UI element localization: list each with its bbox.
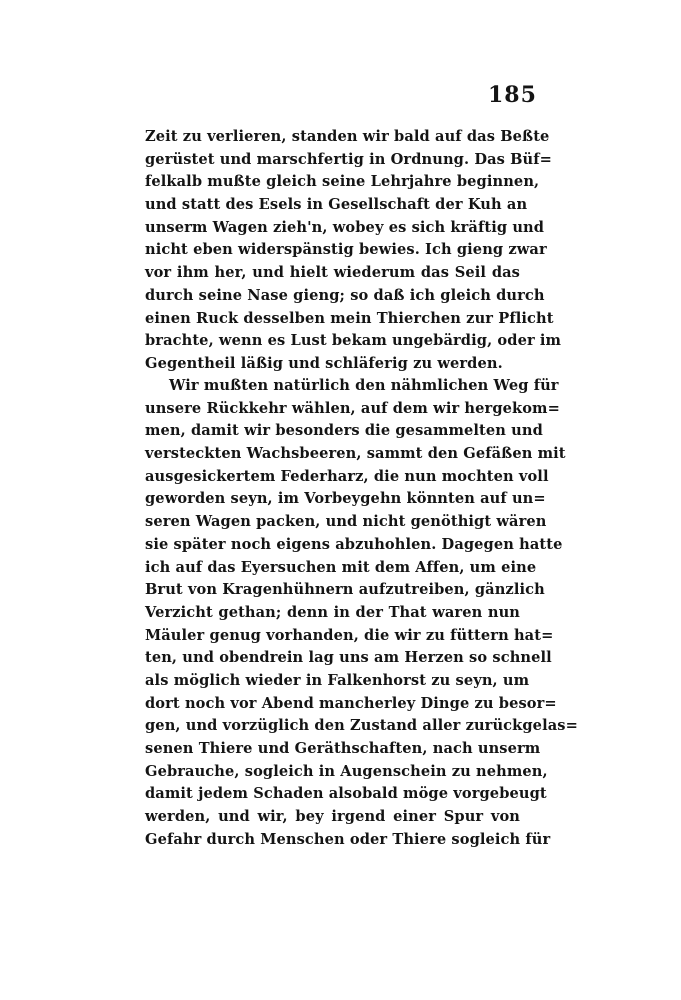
text-line: gen, und vorzüglich den Zustand aller zurückgelas= <box>145 717 578 735</box>
text-line: dort noch vor Abend mancherley Dinge zu besor= <box>145 694 557 712</box>
text-line: und statt des Esels in Gesellschaft der Kuh an <box>145 196 528 214</box>
text-line: Gefahr durch Menschen oder Thiere sogleich für <box>145 830 551 848</box>
paragraph-2 <box>145 375 578 851</box>
text-line: felkalb mußte gleich seine Lehrjahre beginnen, <box>145 173 540 191</box>
text-line: unsere Rückkehr wählen, auf dem wir hergekom= <box>145 399 560 417</box>
text-line: sie später noch eigens abzuhohlen. Dagegen hatte <box>145 535 563 553</box>
page-number: 185 <box>488 82 537 108</box>
text-line: Gebrauche, sogleich in Augenschein zu nehmen, <box>145 762 548 780</box>
text-line: Zeit zu verlieren, standen wir bald auf das Beßte <box>145 128 550 145</box>
text-line: gerüstet und marschfertig in Ordnung. Das Büf= <box>145 150 552 168</box>
text-line: als möglich wieder in Falkenhorst zu seyn, um <box>145 671 530 689</box>
text-line: seren Wagen packen, und nicht genöthigt wären <box>145 513 547 531</box>
text-line: Brut von Kragenhühnern aufzutreiben, gänzlich <box>145 581 545 599</box>
text-line: unserm Wagen zieh'n, wobey es sich kräftig und <box>145 218 545 236</box>
text-line: men, damit wir besonders die gesammelten und <box>145 422 543 440</box>
text-line: Gegentheil läßig und schläferig zu werden. <box>145 354 503 372</box>
text-line: damit jedem Schaden alsobald möge vorgebeugt <box>145 785 547 803</box>
text-line: Verzicht gethan; denn in der That waren nun <box>145 603 520 621</box>
text-line: geworden seyn, im Vorbeygehn könnten auf un= <box>145 490 546 508</box>
text-line: ten, und obendrein lag uns am Herzen so schnell <box>145 649 552 667</box>
text-line: vor ihm her, und hielt wiederum das Seil das <box>145 264 520 282</box>
text-line: nicht eben widerspänstig bewies. Ich gieng zwar <box>145 241 547 259</box>
text-line: durch seine Nase gieng; so daß ich gleich durch <box>145 286 545 304</box>
text-line: versteckten Wachsbeeren, sammt den Gefäßen mit <box>145 445 566 463</box>
text-line: senen Thiere und Geräthschaften, nach unserm <box>145 740 541 757</box>
text-line: einen Ruck desselben mein Thierchen zur Pflicht <box>145 309 554 327</box>
text-line: Wir mußten natürlich den nähmlichen Weg für <box>169 377 559 394</box>
text-line: Mäuler genug vorhanden, die wir zu füttern hat= <box>145 626 554 644</box>
text-line: ausgesickertem Federharz, die nun mochten voll <box>145 467 549 485</box>
text-line: ich auf das Eyersuchen mit dem Affen, um eine <box>145 558 537 576</box>
text-line: werden, und wir, bey irgend einer Spur von <box>145 808 520 826</box>
text-line: brachte, wenn es Lust bekam ungebärdig, oder im <box>145 332 562 350</box>
paragraph-1 <box>145 126 562 376</box>
